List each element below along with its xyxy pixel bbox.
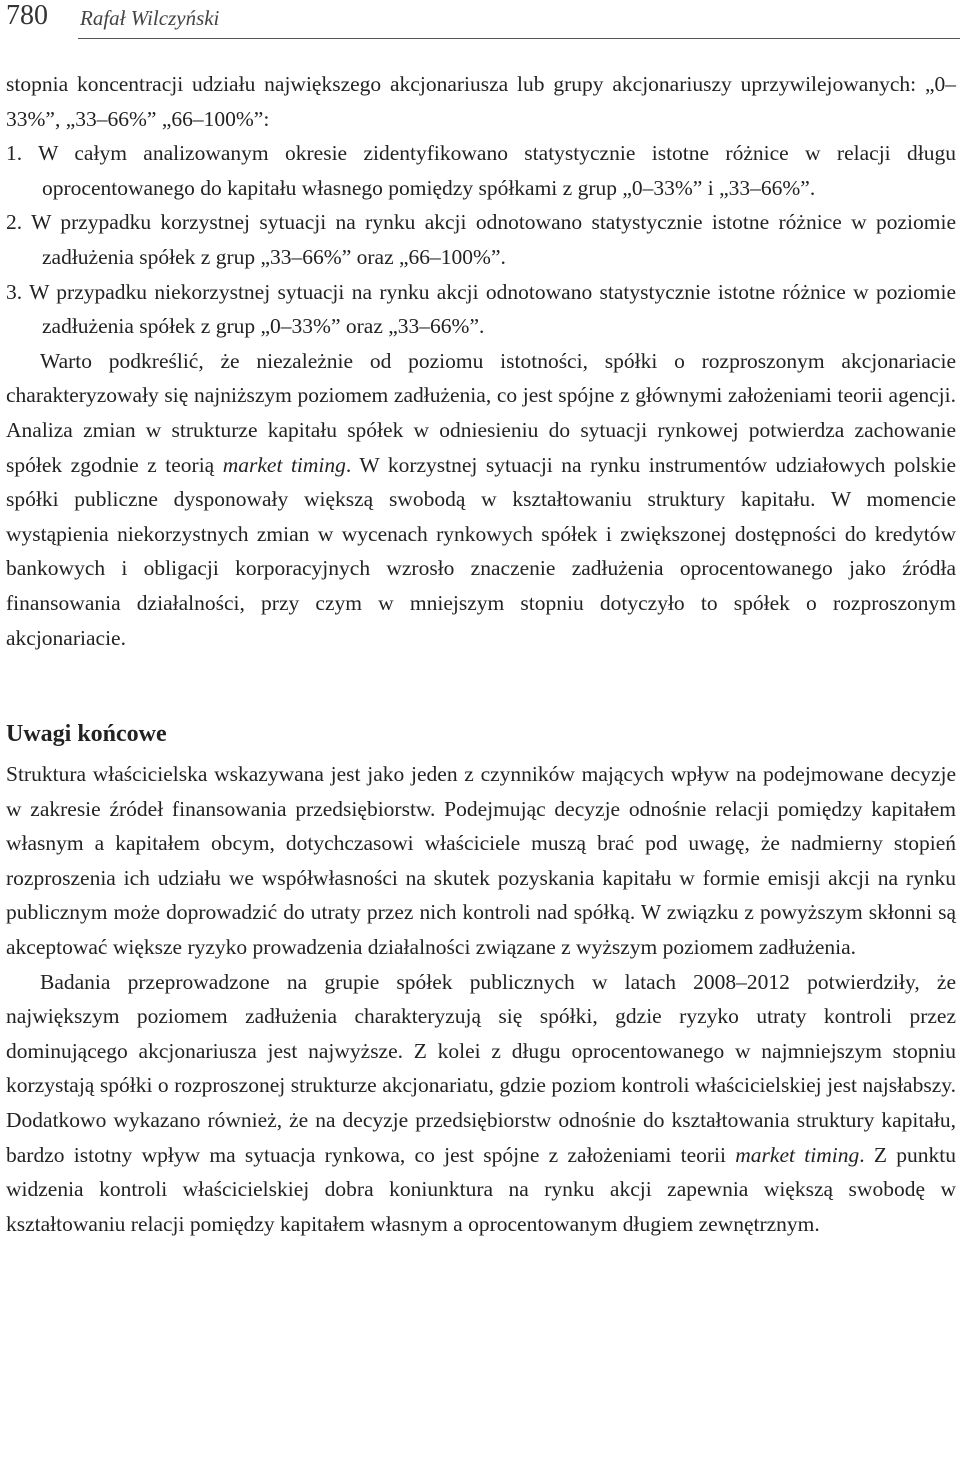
conclusion-text-a: Badania przeprowadzone na grupie spółek publicznych w latach 2008–2012 potwierdziły, że największym poziomem zadłużenia charakteryzują się spółki, gdzie ryzyko utraty kontroli przez dominującego akcjonariusza jest najwyższe. Z kolei z długu oprocentowanego w najmniejszym stopniu korzystają spółki o rozproszonej strukturze akcjonariatu, gdzie poziom kontroli właścicielskiej jest najsłabszy. Dodatkowo wykazano również, że na decyzje przedsiębiorstw odnośnie do kształtowania struktury kapitału, bardzo istotny wpływ ma sytuacja rynkowa, co jest spójne z założeniami teorii (6, 969, 956, 1167)
discussion-term: market timing (222, 452, 346, 477)
conclusion-paragraph-1: Struktura właścicielska wskazywana jest jako jeden z czynników mających wpływ na podejmowane decyzje w zakresie źródeł finansowania przedsiębiorstw. Podejmując decyzje odnośnie relacji pomiędzy kapitałem własnym a kapitałem obcym, dotychczasowi właściciele muszą brać pod uwagę, że nadmierny stopień rozproszenia ich udziału we współwłasności na skutek pozyskania kapitału w formie emisji akcji na rynku publicznym może doprowadzić do utraty przez nich kontroli nad spółką. W związku z powyższym skłonni są akceptować większe ryzyko prowadzenia działalności związane z wyższym poziomem zadłużenia. (6, 762, 956, 960)
section-heading: Uwagi końcowe (6, 721, 167, 748)
finding-text: W całym analizowanym okresie zidentyfikowano statystycznie istotne różnice w relacji długu oprocentowanego do kapitału własnego pomiędzy spółkami z grup „0–33%” i „33–66%”. (38, 141, 956, 200)
finding-number: 3. (6, 279, 23, 304)
conclusion-term: market timing (735, 1142, 860, 1167)
conclusion-text-b: . Z punktu widzenia kontroli właścicielskiej dobra koniunktura na rynku akcji zapewnia większą swobodę w kształtowaniu relacji pomiędzy kapitałem własnym a oprocentowanym długiem zewnętrznym. (6, 1142, 956, 1236)
finding-item-2 (6, 205, 956, 274)
findings-list (6, 136, 956, 344)
finding-text: W przypadku niekorzystnej sytuacji na rynku akcji odnotowano statystycznie istotne różnice w poziomie zadłużenia spółek z grup „0–33%” oraz „33–66%”. (29, 279, 956, 339)
page-header (0, 0, 960, 40)
finding-number: 1. (6, 141, 23, 166)
discussion-paragraph (6, 344, 956, 655)
intro-paragraph: stopnia koncentracji udziału największego akcjonariusza lub grupy akcjonariuszy uprzywilejowanych: „0–33%”, „33–66%” „66–100%”: (6, 72, 956, 131)
finding-item-3 (6, 275, 956, 344)
finding-number: 2. (6, 210, 23, 235)
finding-text: W przypadku korzystnej sytuacji na rynku akcji odnotowano statystycznie istotne różnice w poziomie zadłużenia spółek z grup „33–66%” oraz „66–100%”. (31, 210, 956, 269)
header-rule (78, 38, 960, 39)
conclusion-paragraph-2 (6, 965, 956, 1242)
discussion-text-b: . W korzystnej sytuacji na rynku instrumentów udziałowych polskie spółki publiczne dysponowały większą swobodą w kształtowaniu struktury kapitału. W momencie wystąpienia niekorzystnych zmian w wycenach rynkowych spółek i zwiększonej dostępności do kredytów bankowych i obligacji korporacyjnych wzrosło znaczenie zadłużenia oprocentowanego jako źródła finansowania działalności, przy czym w mniejszym stopniu dotyczyło to spółek o rozproszonym akcjonariacie. (6, 452, 956, 650)
page-number: 780 (6, 0, 48, 31)
running-head-author: Rafał Wilczyński (80, 6, 220, 30)
discussion-text-a: Warto podkreślić, że niezależnie od poziomu istotności, spółki o rozproszonym akcjonariacie charakteryzowały się najniższym poziomem zadłużenia, co jest spójne z głównymi założeniami teorii agencji. Analiza zmian w strukturze kapitału spółek w odniesieniu do sytuacji rynkowej potwierdza zachowanie spółek zgodnie z teorią (6, 348, 956, 477)
finding-item-1 (6, 136, 956, 205)
page-body (6, 67, 956, 1241)
